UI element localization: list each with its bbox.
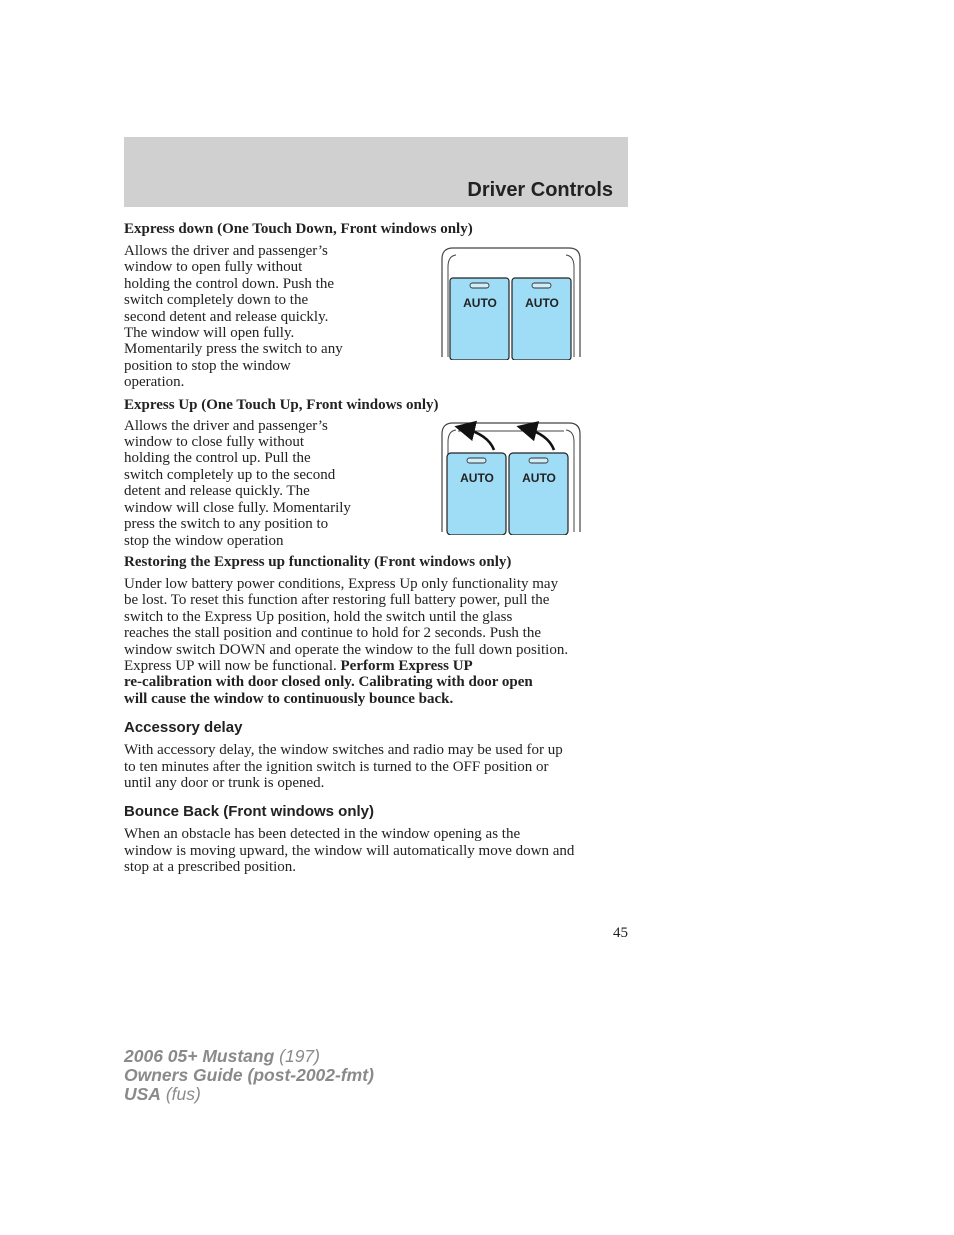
express-up-switch-figure	[436, 420, 586, 535]
text-line: window to close fully without	[124, 434, 304, 451]
text-line: stop the window operation	[124, 532, 284, 549]
express-up-text	[124, 418, 379, 549]
text-line: stop at a prescribed position.	[124, 859, 297, 876]
express-down-row	[124, 243, 629, 391]
footer-market: USA	[124, 1084, 161, 1104]
text-line-bold: re-calibration with door closed only. Calibrating with door open	[124, 674, 533, 691]
express-down-heading: Express down (One Touch Down, Front windows only)	[124, 221, 473, 237]
text-line: to ten minutes after the ignition switch is turned to the OFF position or	[124, 758, 549, 775]
text-line: Allows the driver and passenger’s	[124, 243, 328, 259]
text-line: Momentarily press the switch to any	[124, 341, 343, 358]
express-up-row	[124, 418, 629, 549]
bounce-back-heading: Bounce Back (Front windows only)	[124, 803, 375, 821]
switch-label: AUTO	[463, 296, 497, 310]
text-plain: Express UP will now be functional.	[124, 657, 341, 674]
text-line: second detent and release quickly.	[124, 308, 329, 325]
switch-left	[450, 278, 509, 360]
express-down-switch-illustration	[436, 245, 586, 360]
text-line: When an obstacle has been detected in the window opening as the	[124, 826, 521, 843]
text-line: switch completely up to the second	[124, 466, 336, 483]
footer-guide: Owners Guide (post-2002-fmt)	[124, 1065, 374, 1085]
footer-line	[124, 1066, 374, 1085]
text-line-bold: will cause the window to continuously bounce back.	[124, 690, 454, 707]
text-line: holding the control down. Push the	[124, 275, 334, 292]
bounce-back-paragraph	[124, 826, 629, 875]
page-content	[124, 220, 629, 876]
restoring-heading: Restoring the Express up functionality (Front windows only)	[124, 553, 512, 570]
express-up-switch-illustration	[436, 420, 586, 535]
switch-left	[447, 453, 506, 535]
text-line: operation.	[124, 374, 185, 391]
text-line: position to stop the window	[124, 357, 291, 374]
switch-right	[512, 278, 571, 360]
footer-code: (197)	[274, 1046, 320, 1066]
text-line: until any door or trunk is opened.	[124, 774, 325, 791]
text-bold: Perform Express UP	[340, 657, 473, 674]
express-down-switch-figure	[436, 245, 586, 360]
footer-market-code: (fus)	[160, 1084, 201, 1104]
text-line: detent and release quickly. The	[124, 483, 310, 500]
switch-label: AUTO	[522, 470, 556, 485]
switch-right	[509, 453, 568, 535]
text-line: window switch DOWN and operate the window to the full down position.	[124, 641, 569, 658]
page-title: Driver Controls	[467, 179, 613, 201]
text-line: be lost. To reset this function after restoring full battery power, pull the	[124, 592, 550, 609]
text-line: window to open fully without	[124, 259, 303, 276]
text-line: press the switch to any position to	[124, 516, 329, 533]
express-up-heading: Express Up (One Touch Up, Front windows only)	[124, 396, 439, 413]
text-line: The window will open fully.	[124, 325, 295, 342]
accessory-delay-paragraph	[124, 742, 629, 791]
text-line: reaches the stall position and continue to hold for 2 seconds. Push the	[124, 625, 542, 642]
text-line: window will close fully. Momentarily	[124, 499, 351, 516]
text-line: switch to the Express Up position, hold the switch until the glass	[124, 608, 513, 625]
footer-model: 2006 05+ Mustang	[124, 1046, 275, 1066]
express-down-text	[124, 243, 379, 391]
footer-line	[124, 1085, 374, 1104]
restoring-paragraph	[124, 576, 629, 707]
text-line: holding the control up. Pull the	[124, 450, 311, 467]
header-band	[124, 137, 628, 207]
text-line: Allows the driver and passenger’s	[124, 417, 328, 434]
text-line	[124, 658, 629, 674]
footer	[124, 1047, 374, 1104]
text-line: switch completely down to the	[124, 292, 309, 309]
switch-label: AUTO	[525, 296, 559, 310]
switch-label: AUTO	[460, 470, 494, 485]
text-line: With accessory delay, the window switches and radio may be used for up	[124, 742, 563, 759]
page-number: 45	[613, 925, 628, 941]
text-line: Under low battery power conditions, Express Up only functionality may	[124, 575, 559, 592]
text-line: window is moving upward, the window will automatically move down and	[124, 842, 575, 859]
footer-line	[124, 1047, 374, 1066]
accessory-delay-heading: Accessory delay	[124, 719, 243, 737]
